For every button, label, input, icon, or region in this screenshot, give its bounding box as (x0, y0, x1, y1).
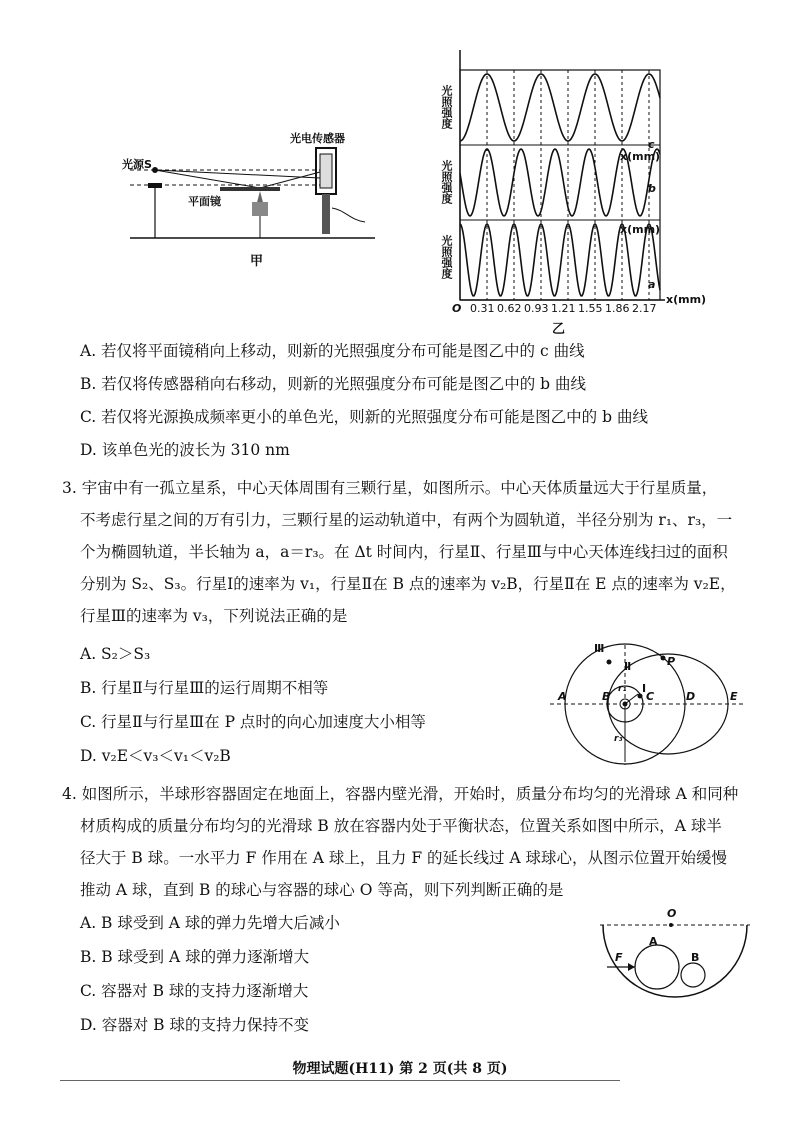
orbit-label-r3: r₃ (614, 734, 623, 744)
q2-option-c: C. 若仅将光源换成频率更小的单色光，则新的光照强度分布可能是图乙中的 b 曲线 (80, 408, 648, 426)
tick-label: 1.55 (578, 302, 603, 315)
y-label-mid: 光照强度 (440, 160, 453, 204)
orbit-label-e: E (730, 690, 738, 703)
orbit-label-r1: r₁ (618, 684, 627, 694)
tick-label: 1.86 (605, 302, 630, 315)
q4-option-c: C. 容器对 B 球的支持力逐渐增大 (80, 982, 309, 1000)
origin-label: O (452, 302, 462, 315)
y-label-top: 光照强度 (440, 85, 453, 129)
curve-c (460, 74, 660, 141)
q3-line: 个为椭圆轨道，半长轴为 a，a＝r₃。在 Δt 时间内，行星Ⅱ、行星Ⅲ与中心天体连线扫过的面积 (80, 543, 728, 561)
q3-line: 行星Ⅲ的速率为 v₃，下列说法正确的是 (80, 607, 348, 625)
x-unit-label-axis: x(mm) (666, 293, 707, 306)
hemi-label-o: O (667, 907, 677, 920)
q4-line: 径大于 B 球。一水平力 F 作用在 A 球上，且力 F 的延长线过 A 球球心，从图示位置开始缓慢 (80, 849, 728, 867)
x-unit-label-1: x(mm) (620, 150, 661, 163)
q3-line: 不考虑行星之间的万有引力，三颗行星的运动轨道中，有两个为圆轨道，半径分别为 r₁、r₃，一 (80, 511, 733, 529)
orbit-label-iii: Ⅲ (594, 642, 605, 655)
q4-line: 材质构成的质量分布均匀的光滑球 B 放在容器内处于平衡状态，位置关系如图中所示，A 球半 (80, 817, 722, 835)
orbit-label-a: A (558, 690, 567, 703)
tick-label: 2.17 (632, 302, 657, 315)
orbit-label-c: C (646, 690, 655, 703)
orbit-label-b: B (602, 690, 611, 703)
page-footer: 物理试题(H11) 第 2 页(共 8 页) (292, 1061, 508, 1077)
orbit-drawing (550, 640, 750, 770)
hemisphere-figure (595, 905, 755, 1005)
orbit-label-ii: Ⅱ (624, 660, 632, 673)
curve-label-a: a (648, 278, 656, 291)
q3-option-c: C. 行星Ⅱ与行星Ⅲ在 P 点时的向心加速度大小相等 (80, 713, 426, 731)
curve-label-c: c (648, 138, 655, 151)
sensor-label: 光电传感器 (290, 132, 345, 145)
hemi-label-f: F (615, 951, 623, 964)
orbit-label-d: D (686, 690, 696, 703)
figure-jia (120, 110, 380, 270)
q2-option-d: D. 该单色光的波长为 310 nm (80, 441, 290, 459)
figure-jia-caption: 甲 (250, 254, 264, 269)
y-label-bottom: 光照强度 (440, 235, 453, 279)
orbit-label-p: P (667, 655, 676, 668)
figure-yi-caption: 乙 (552, 322, 566, 337)
orbit-figure (550, 640, 750, 770)
tick-label: 0.93 (524, 302, 549, 315)
x-unit-label-2: x(mm) (620, 223, 661, 236)
tick-label: 0.62 (497, 302, 522, 315)
curve-label-b: b (648, 182, 656, 195)
q3-option-d: D. v₂E＜v₃＜v₁＜v₂B (80, 747, 231, 765)
q3-line: 分别为 S₂、S₃。行星Ⅰ的速率为 v₁，行星Ⅱ在 B 点的速率为 v₂B，行星Ⅱ在 E 点的速率为 v₂E， (80, 575, 736, 593)
q4-option-b: B. B 球受到 A 球的弹力逐渐增大 (80, 948, 310, 966)
q4-line: 4. 如图所示，半球形容器固定在地面上，容器内壁光滑，开始时，质量分布均匀的光滑球 A 和同种 (62, 785, 739, 803)
q3-option-a: A. S₂＞S₃ (80, 645, 151, 663)
q4-option-d: D. 容器对 B 球的支持力保持不变 (80, 1016, 309, 1034)
q2-option-b: B. 若仅将传感器稍向右移动，则新的光照强度分布可能是图乙中的 b 曲线 (80, 375, 587, 393)
tick-labels (430, 302, 710, 316)
figure-yi (430, 50, 710, 335)
q2-option-a: A. 若仅将平面镜稍向上移动，则新的光照强度分布可能是图乙中的 c 曲线 (80, 342, 585, 360)
q3-line: 3. 宇宙中有一孤立星系，中心天体周围有三颗行星，如图所示。中心天体质量远大于行星质量， (62, 479, 718, 497)
tick-label: 1.21 (551, 302, 576, 315)
mirror-label: 平面镜 (188, 195, 221, 208)
source-label: 光源S (122, 158, 152, 171)
q4-option-a: A. B 球受到 A 球的弹力先增大后减小 (80, 914, 340, 932)
hemi-label-b: B (691, 951, 700, 964)
hemi-label-a: A (649, 935, 658, 948)
footer-rule (60, 1080, 620, 1081)
q3-option-b: B. 行星Ⅱ与行星Ⅲ的运行周期不相等 (80, 679, 329, 697)
q4-line: 推动 A 球，直到 B 的球心与容器的球心 O 等高，则下列判断正确的是 (80, 881, 564, 899)
orbit-label-i: Ⅰ (642, 682, 647, 695)
tick-label: 0.31 (470, 302, 495, 315)
